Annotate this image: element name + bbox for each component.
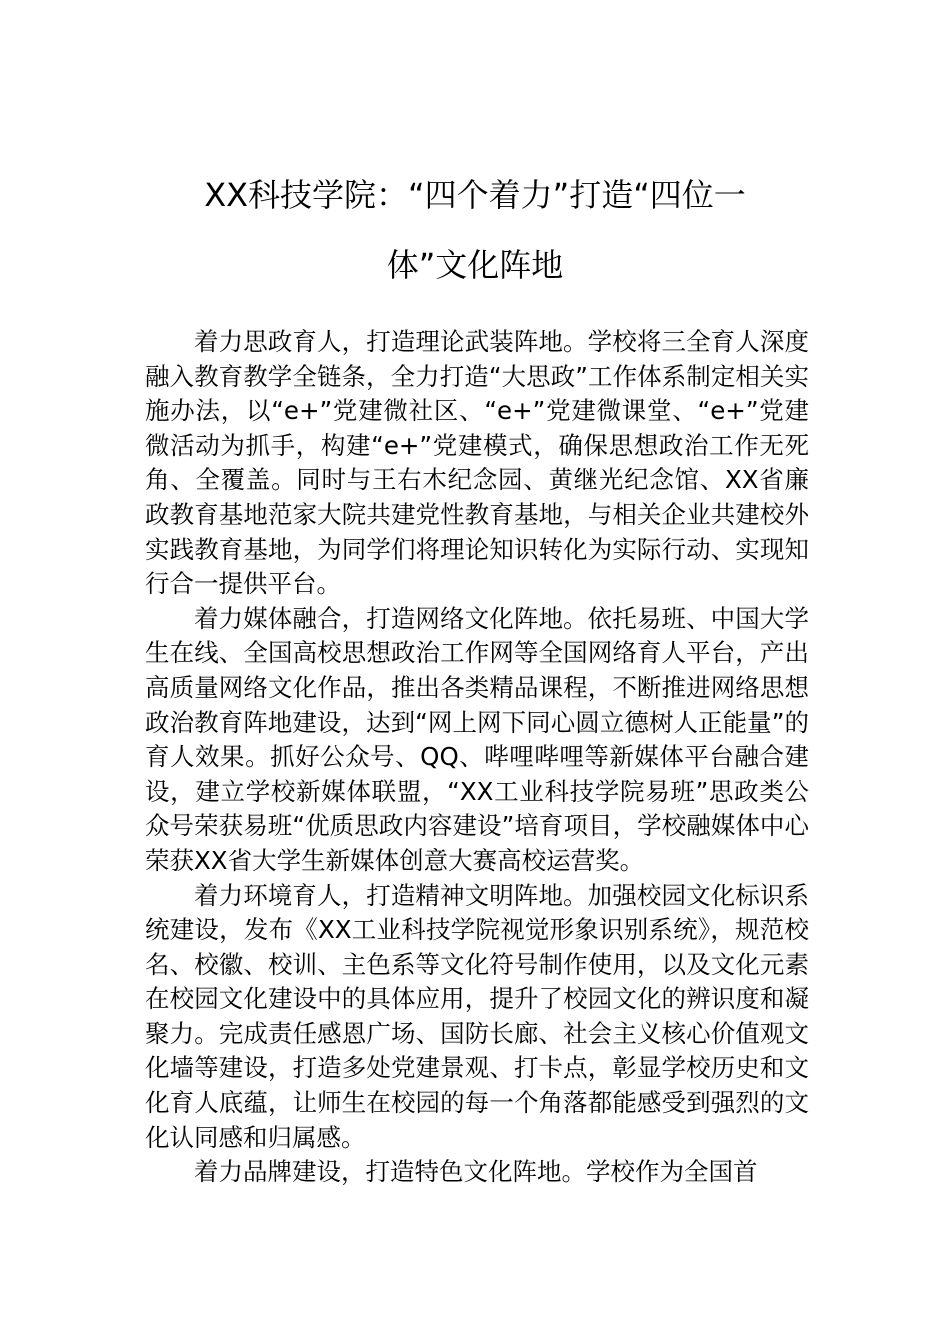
title-line-2: 体”文化阵地 xyxy=(386,246,564,284)
paragraph-brand: 着力品牌建设，打造特色文化阵地。学校作为全国首 xyxy=(194,1157,758,1187)
paragraph-environment: 着力环境育人，打造精神文明阵地。加强校园文化标识系统建设，发布《XX工业科技学院视觉形象识别系统》，规范校名、校徽、校训、主色系等文化符号制作使用，以及文化元素在校园文化建设中的具体应用，提升了校园文化的辨识度和凝聚力。完成责任感恩广场、国防长廊、社会主义核心价值观文化墙等建设，打造多处党建景观、打卡点，彰显学校历史和文化育人底蕴，让师生在校园的每一个角落都能感受到强烈的文化认同感和归属感。 xyxy=(145,880,809,1152)
paragraph-ideology: 着力思政育人，打造理论武装阵地。学校将三全育人深度融入教育教学全链条，全力打造“大思政”工作体系制定相关实施办法，以“e+”党建微社区、“e+”党建微课堂、“e+”党建微活动为抓手，构建“e+”党建模式，确保思想政治工作无死角、全覆盖。同时与王右木纪念园、黄继光纪念馆、XX省廉政教育基地范家大院共建党性教育基地，与相关企业共建校外实践教育基地，为同学们将理论知识转化为实际行动、实现知行合一提供平台。 xyxy=(145,327,809,599)
document-body xyxy=(145,325,809,1190)
paragraph-media: 着力媒体融合，打造网络文化阵地。依托易班、中国大学生在线、全国高校思想政治工作网等全国网络育人平台，产出高质量网络文化作品，推出各类精品课程，不断推进网络思想政治教育阵地建设，达到“网上网下同心圆立德树人正能量”的育人效果。抓好公众号、QQ、哔哩哔哩等新媒体平台融合建设，建立学校新媒体联盟，“XX工业科技学院易班”思政类公众号荣获易班“优质思政内容建设”培育项目，学校融媒体中心荣获XX省大学生新媒体创意大赛高校运营奖。 xyxy=(145,603,809,875)
title-line-1: XX科技学院：“四个着力”打造“四位一 xyxy=(204,176,746,214)
document-title xyxy=(140,160,810,300)
